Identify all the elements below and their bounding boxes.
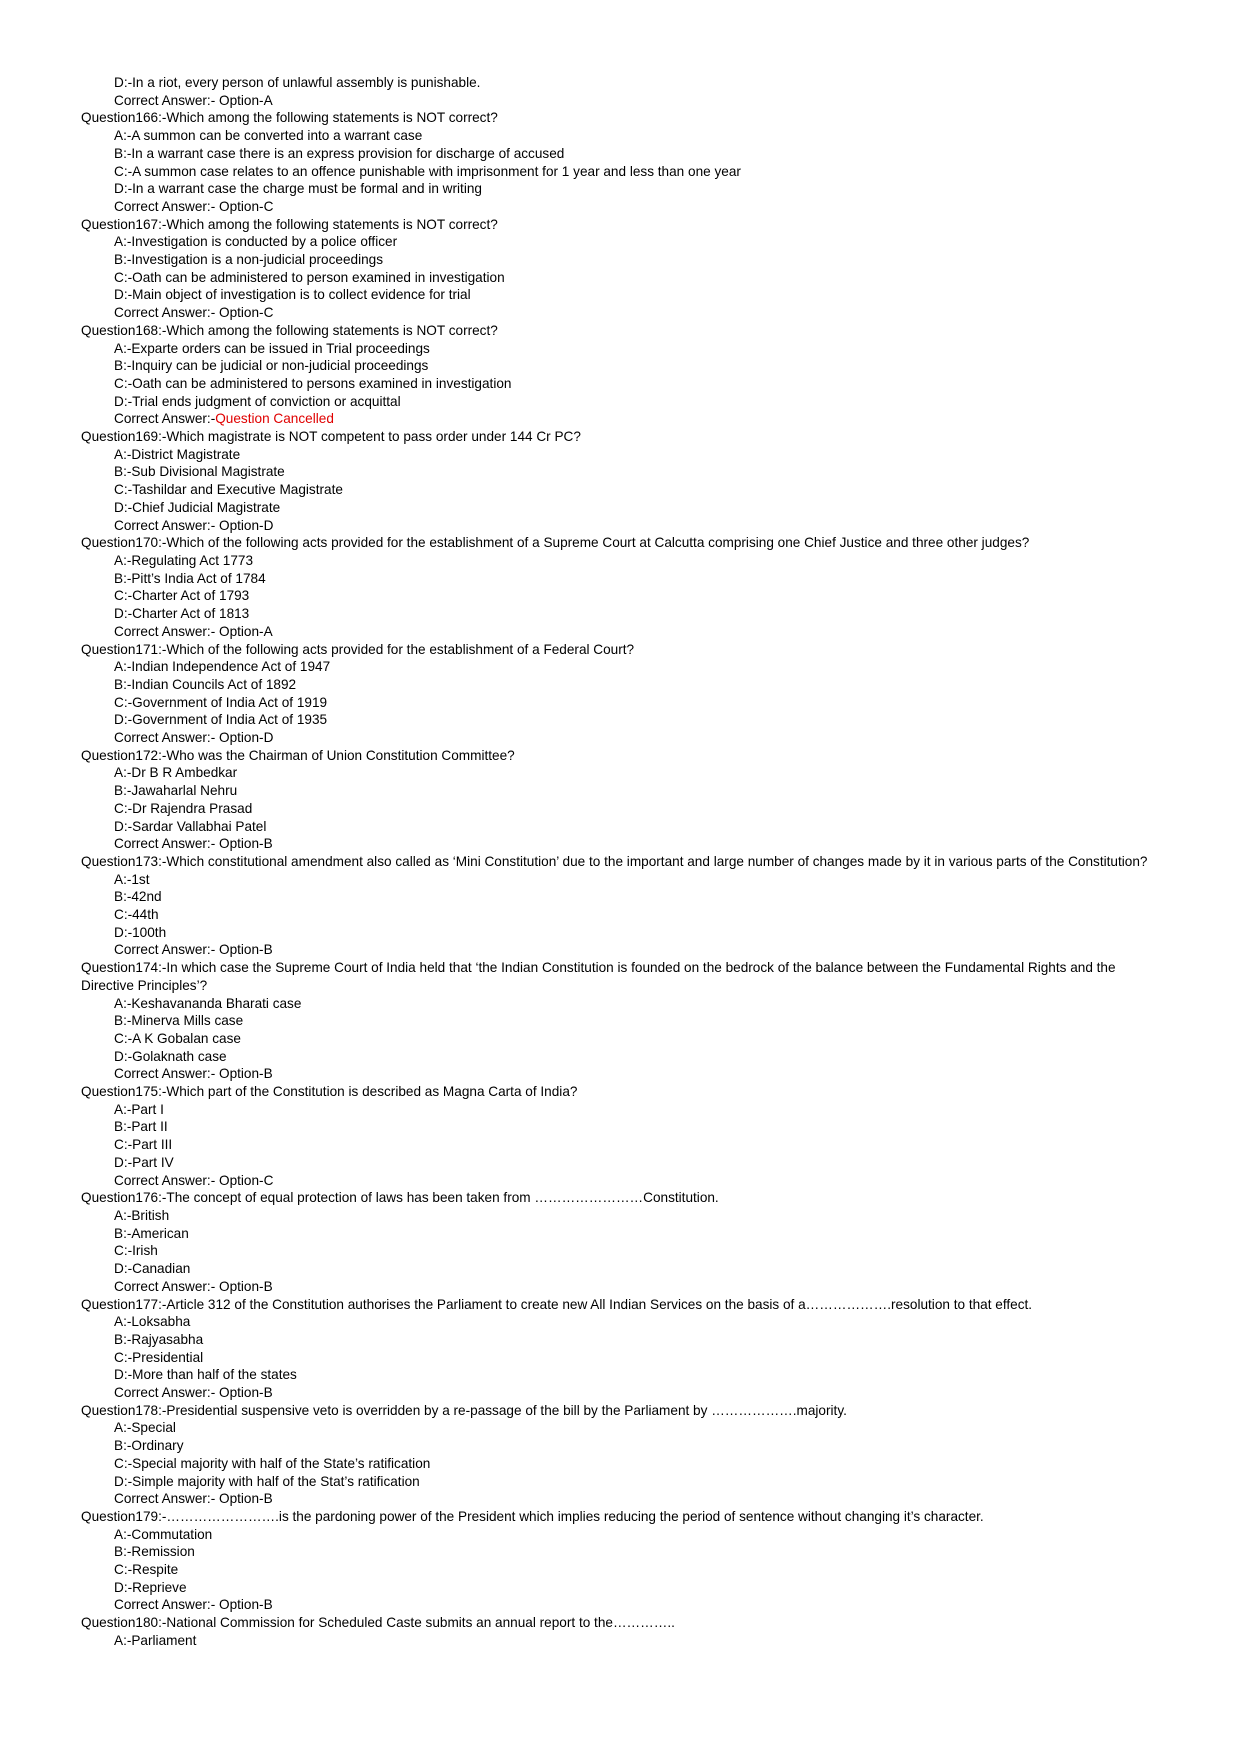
option-text: C:-Part III [114,1137,173,1153]
option-text: B:-Remission [114,1544,195,1560]
option-text: D:-Trial ends judgment of conviction or acquittal [114,393,401,409]
option-text: C:-Special majority with half of the State’s ratification [114,1455,431,1471]
correct-answer [114,517,1171,535]
option-text: D:-Sardar Vallabhai Patel [114,818,267,834]
correct-answer-label: Correct Answer:- [114,411,216,427]
option-text: D:-Chief Judicial Magistrate [114,499,281,515]
correct-answer-label: Correct Answer:- Option-A [114,623,273,639]
correct-answer-label: Correct Answer:- Option-B [114,942,273,958]
question-text: Question168:-Which among the following statements is NOT correct? [81,322,498,338]
option-text: B:-42nd [114,889,162,905]
option-text: A:-Part I [114,1101,164,1117]
option-text: D:-Main object of investigation is to collect evidence for trial [114,287,471,303]
option-text: D:-More than half of the states [114,1367,297,1383]
correct-answer [114,1596,1171,1614]
correct-answer-label: Correct Answer:- Option-C [114,1172,274,1188]
question-text: Question170:-Which of the following acts provided for the establishment of a Supreme Court at Calcutta comprising one Chief Justice and three other judges? [81,535,1030,551]
option-text: A:-1st [114,871,150,887]
question-block [81,1614,1171,1649]
correct-answer [114,623,1171,641]
question-text: Question173:-Which constitutional amendment also called as ‘Mini Constitution’ due to the important and large number of changes made by it in various parts of the Constitution? [81,853,1148,869]
option-text: C:-Dr Rajendra Prasad [114,800,253,816]
question-text: Question167:-Which among the following statements is NOT correct? [81,216,498,232]
correct-answer-label: Correct Answer:- Option-C [114,198,274,214]
option-text: D:-Simple majority with half of the Stat’s ratification [114,1473,420,1489]
question-block [81,1189,1171,1295]
question-block [81,216,1171,322]
question-block [81,534,1171,640]
option-text: B:-Sub Divisional Magistrate [114,464,285,480]
option-text: B:-Indian Councils Act of 1892 [114,676,297,692]
correct-answer [114,941,1171,959]
option-text: B:-Jawaharlal Nehru [114,783,238,799]
option-text: C:-A summon case relates to an offence punishable with imprisonment for 1 year and less than one year [114,163,741,179]
correct-answer-label: Correct Answer:- Option-D [114,517,274,533]
correct-answer-label: Correct Answer:- Option-B [114,1491,273,1507]
question-block [81,109,1171,215]
option-text: B:-Minerva Mills case [114,1013,244,1029]
correct-answer-label: Correct Answer:- Option-B [114,1597,273,1613]
option-text: D:-Part IV [114,1154,174,1170]
option-text: C:-Oath can be administered to person examined in investigation [114,269,505,285]
question-list [81,109,1171,1649]
correct-answer [114,1384,1171,1402]
question-text: Question179:-…………………….is the pardoning power of the President which implies reducing the period of sentence without changing it’s character. [81,1508,984,1524]
option-text: B:-Ordinary [114,1438,184,1454]
option-text: B:-In a warrant case there is an express provision for discharge of accused [114,145,565,161]
option-text: D:-In a warrant case the charge must be formal and in writing [114,181,482,197]
option-text: C:-44th [114,907,159,923]
question-block [81,959,1171,1083]
option-text: C:-Tashildar and Executive Magistrate [114,482,343,498]
option-text: C:-Respite [114,1562,179,1578]
correct-answer [114,1278,1171,1296]
option-text: D:-Canadian [114,1261,191,1277]
option-text: A:-Investigation is conducted by a police officer [114,234,398,250]
correct-answer [114,304,1171,322]
question-text: Question178:-Presidential suspensive veto is overridden by a re-passage of the bill by the Parliament by ……………….majority. [81,1402,847,1418]
question-text: Question177:-Article 312 of the Constitution authorises the Parliament to create new All Indian Services on the basis of a……………….resolution to that effect. [81,1296,1033,1312]
option-text: D:-Charter Act of 1813 [114,606,250,622]
option-text: C:-Presidential [114,1349,204,1365]
question-text: Question175:-Which part of the Constitution is described as Magna Carta of India? [81,1084,578,1100]
question-text: Question176:-The concept of equal protection of laws has been taken from ……………………Constitution. [81,1190,719,1206]
correct-answer-label: Correct Answer:- Option-B [114,1385,273,1401]
question-block [81,1083,1171,1189]
option-text: A:-A summon can be converted into a warrant case [114,128,423,144]
correct-answer [114,198,1171,216]
question-text: Question169:-Which magistrate is NOT competent to pass order under 144 Cr PC? [81,429,581,445]
option-text: A:-Parliament [114,1632,197,1648]
question-text: Question171:-Which of the following acts provided for the establishment of a Federal Court? [81,641,635,657]
correct-answer [114,1172,1171,1190]
question-block [81,322,1171,428]
question-text: Question180:-National Commission for Scheduled Caste submits an annual report to the………….. [81,1615,675,1631]
option-text: A:-British [114,1208,170,1223]
question-block [81,747,1171,853]
correct-answer-label: Correct Answer:- Option-C [114,305,274,321]
correct-answer-label: Correct Answer:- Option-D [114,730,274,746]
option-text: C:-Charter Act of 1793 [114,588,250,604]
question-block [81,428,1171,534]
option-text: B:-Inquiry can be judicial or non-judicial proceedings [114,358,429,374]
option-text: A:-District Magistrate [114,446,241,462]
option-text: D:-Government of India Act of 1935 [114,712,328,728]
correct-answer: Correct Answer:- Option-A [114,92,273,108]
option-text: A:-Loksabha [114,1314,191,1330]
option-text: B:-American [114,1225,189,1241]
question-block [81,853,1171,959]
option-text: A:-Regulating Act 1773 [114,552,254,568]
question-block [81,1402,1171,1508]
question-text: Question174:-In which case the Supreme Court of India held that ‘the Indian Constitution is founded on the bedrock of the balance between the Fundamental Rights and the Directive Principles’? [81,960,1116,993]
correct-answer-label: Correct Answer:- Option-B [114,1066,273,1082]
option-text: C:-Oath can be administered to persons examined in investigation [114,375,512,391]
correct-answer-label: Correct Answer:- Option-B [114,1278,273,1294]
option-text: B:-Pitt’s India Act of 1784 [114,570,266,586]
correct-answer [114,835,1171,853]
option-text: C:-Irish [114,1243,158,1259]
option-text: C:-Government of India Act of 1919 [114,694,328,710]
cancelled-note: Question Cancelled [215,411,334,427]
option-text: C:-A K Gobalan case [114,1030,241,1046]
question-document [81,74,1171,1650]
option-text: A:-Special [114,1420,176,1436]
correct-answer-label: Correct Answer:- Option-B [114,836,273,852]
option-text: B:-Rajyasabha [114,1331,204,1347]
option-text: D:-100th [114,924,167,940]
question-block [81,1508,1171,1614]
correct-answer [114,1490,1171,1508]
question-block [81,1296,1171,1402]
option-text: A:-Exparte orders can be issued in Trial proceedings [114,340,430,356]
option-text: B:-Investigation is a non-judicial proceedings [114,252,384,268]
option-text: A:-Indian Independence Act of 1947 [114,659,331,675]
correct-answer [114,1065,1171,1083]
option-text: A:-Keshavananda Bharati case [114,995,302,1011]
option-text: D:-Golaknath case [114,1048,227,1064]
correct-answer [114,410,1171,428]
correct-answer [114,729,1171,747]
question-text: Question166:-Which among the following statements is NOT correct? [81,110,498,126]
option-text: A:-Commutation [114,1526,213,1542]
question-block [81,641,1171,747]
option-text: D:-Reprieve [114,1579,187,1595]
option-text: A:-Dr B R Ambedkar [114,765,238,781]
option-text: D:-In a riot, every person of unlawful assembly is punishable. [114,75,481,90]
option-text: B:-Part II [114,1119,168,1135]
question-text: Question172:-Who was the Chairman of Union Constitution Committee? [81,747,515,763]
